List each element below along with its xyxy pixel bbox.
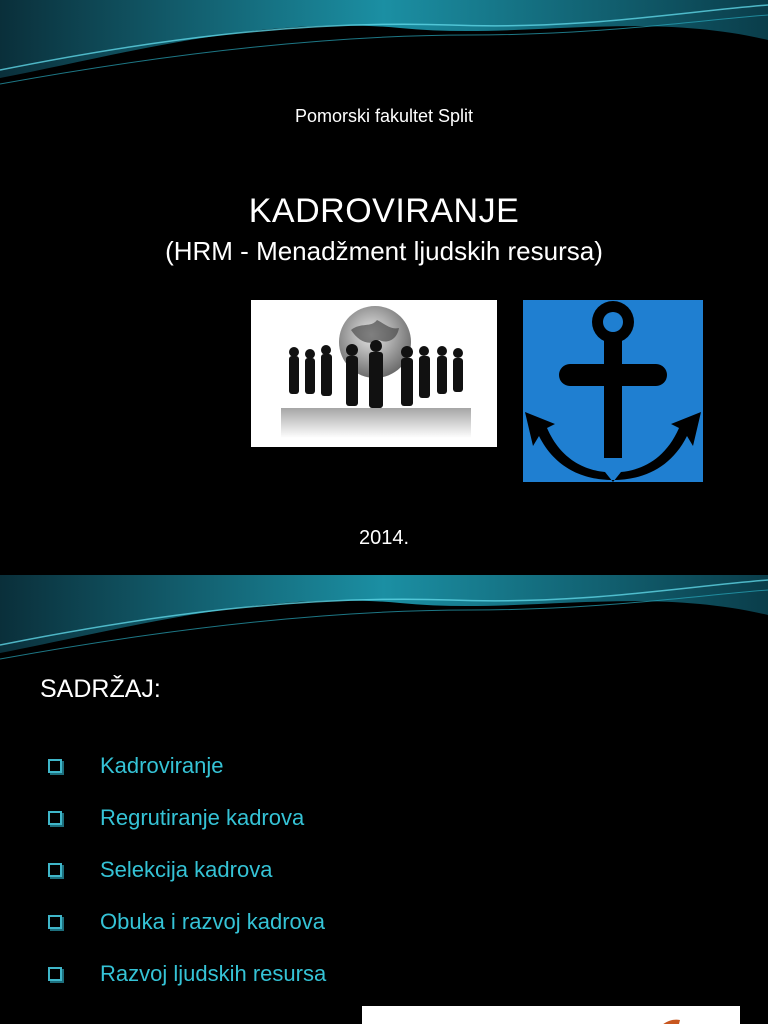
year-label: 2014. bbox=[358, 527, 410, 549]
checkbox-bullet-icon bbox=[48, 863, 62, 877]
contents-heading: SADRŽAJ: bbox=[40, 675, 161, 703]
list-item bbox=[48, 805, 326, 857]
slide-title: KADROVIRANJE bbox=[248, 192, 520, 230]
list-item-label: Regrutiranje kadrova bbox=[100, 805, 305, 830]
contents-list bbox=[48, 753, 326, 1013]
list-item-label: Selekcija kadrova bbox=[100, 857, 273, 882]
wave-header-decoration bbox=[0, 0, 768, 100]
checkbox-bullet-icon bbox=[48, 915, 62, 929]
checkbox-bullet-icon bbox=[48, 967, 62, 981]
list-item bbox=[48, 909, 326, 961]
list-item-label: Obuka i razvoj kadrova bbox=[100, 909, 325, 934]
anchor-icon bbox=[523, 300, 703, 482]
list-item bbox=[48, 961, 326, 1013]
slide-subtitle: (HRM - Menadžment ljudskih resursa) bbox=[165, 236, 603, 266]
list-item bbox=[48, 857, 326, 909]
business-people-globe-icon bbox=[251, 300, 497, 447]
institution-name: Pomorski fakultet Split bbox=[294, 106, 474, 126]
list-item-label: Razvoj ljudskih resursa bbox=[100, 961, 327, 986]
wave-header-decoration bbox=[0, 575, 768, 675]
checkbox-bullet-icon bbox=[48, 759, 62, 773]
checkbox-bullet-icon bbox=[48, 811, 62, 825]
list-item bbox=[48, 753, 326, 805]
list-item-label: Kadroviranje bbox=[100, 753, 224, 778]
contents-slide bbox=[0, 575, 768, 1024]
partial-image bbox=[362, 1006, 740, 1024]
